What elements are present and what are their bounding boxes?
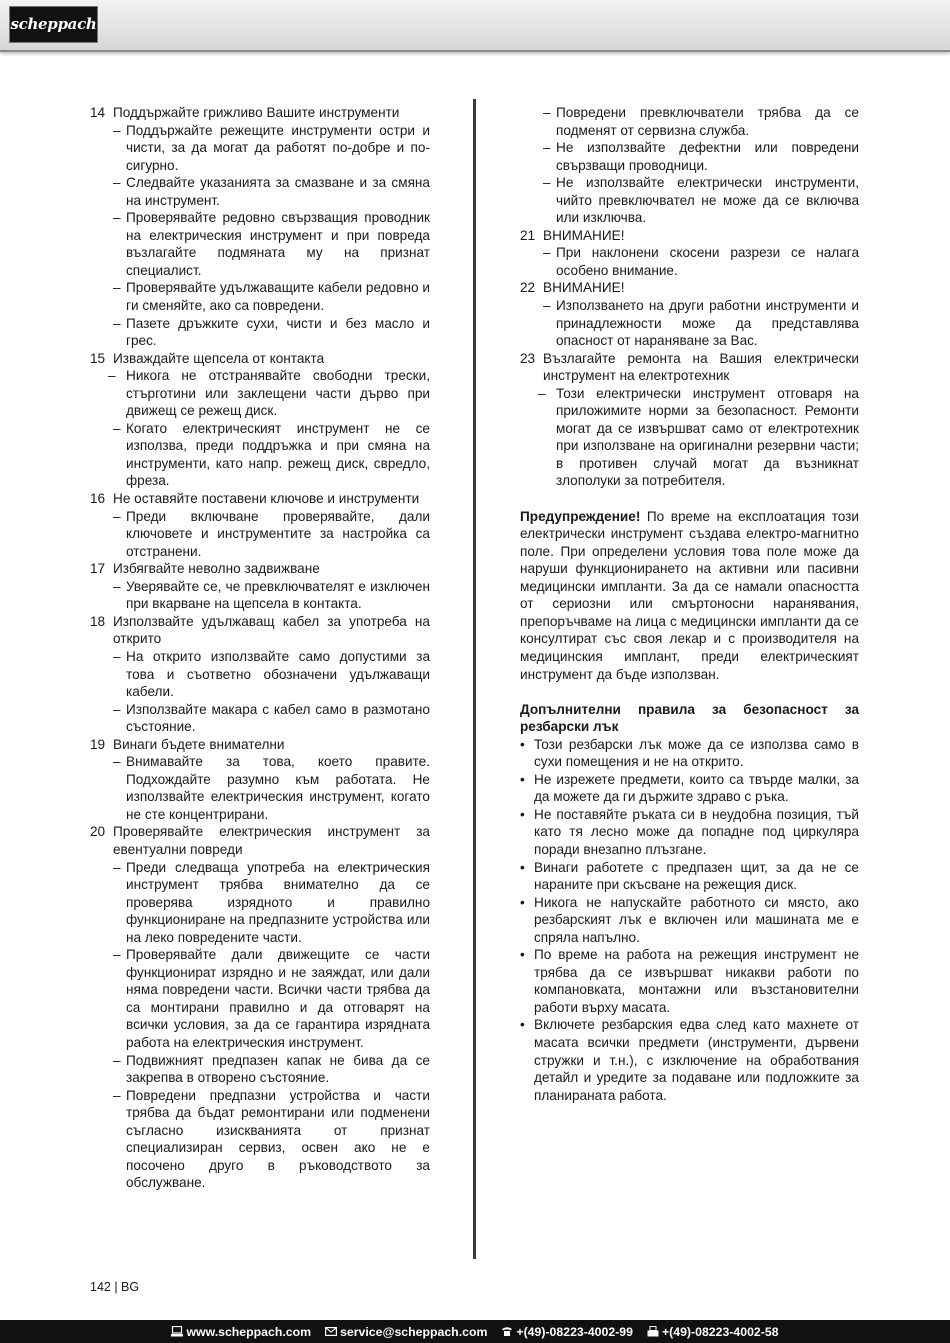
bullet-text: Не поставяйте ръката си в неудобна позиция, тъй като тя лесно може да попадне под циркуляра поради внезапно плъзгане. xyxy=(534,806,859,857)
section-title: Избягвайте неволно задвижване xyxy=(113,561,320,577)
list-item xyxy=(90,859,430,947)
section-heading xyxy=(90,613,430,648)
section-number: 20 xyxy=(90,824,106,840)
section-number: 18 xyxy=(90,613,106,629)
website-text: www.scheppach.com xyxy=(186,1324,312,1339)
footer-website[interactable] xyxy=(171,1325,311,1339)
list-item-text: Този електрически инструмент отговаря на приложимите норми за безопасност. Ремонти могат да се извършват само от електротехник при използване на оригинални резервни части; в противен случай могат да възникнат злополуки за потребителя. xyxy=(556,385,859,489)
section-heading xyxy=(90,490,430,508)
footer-fax[interactable] xyxy=(647,1325,779,1339)
dash-marker: – xyxy=(113,122,121,138)
list-item xyxy=(90,1087,430,1192)
warning-label: Предупреждение! xyxy=(520,508,641,524)
list-item xyxy=(90,701,430,736)
warning-paragraph xyxy=(520,508,859,683)
list-item-text: Подвижният предпазен капак не бива да се закрепва в отворено състояние. xyxy=(126,1052,430,1086)
list-item xyxy=(90,209,430,279)
section-heading xyxy=(90,736,430,754)
section-title: Не оставяйте поставени ключове и инструменти xyxy=(113,491,420,507)
bullet-item xyxy=(520,806,859,859)
section-title: Изваждайте щепсела от контакта xyxy=(113,350,325,366)
dash-marker: – xyxy=(543,140,551,156)
list-item xyxy=(90,279,430,314)
list-item-text: Проверявайте редовно свързващия проводник на електрическия инструмент и при повреда възлагайте подмяната му на признат специалист. xyxy=(126,210,430,278)
section-title: Проверявайте електрическия инструмент за евентуални повреди xyxy=(113,824,430,857)
list-item-text: Използвайте макара с кабел само в размотано състояние. xyxy=(126,701,430,735)
section-title: Използвайте удължаващ кабел за употреба на открито xyxy=(113,613,430,647)
list-item-text: Внимавайте за това, което правите. Подхождайте разумно към работата. Не използвайте електрическия инструмент, когато не сте концентрирани. xyxy=(126,754,430,822)
section-heading xyxy=(90,350,430,368)
section-number: 14 xyxy=(90,105,106,120)
email-text: service@scheppach.com xyxy=(340,1324,488,1339)
bullet-marker: • xyxy=(520,771,525,787)
right-column xyxy=(520,104,859,1104)
footer-bar xyxy=(0,1320,950,1343)
section-title: Възлагайте ремонта на Вашия електрически инструмент на електротехник xyxy=(543,350,859,384)
list-item xyxy=(90,367,430,420)
section-heading xyxy=(90,823,430,858)
dash-marker: – xyxy=(113,280,121,296)
list-item-text: Повредени превключватели трябва да се подменят от сервизна служба. xyxy=(556,105,859,138)
list-item-text: Проверявайте удължаващите кабели редовно и ги сменяйте, ако са повредени. xyxy=(126,280,430,314)
list-item xyxy=(520,174,859,227)
dash-marker: – xyxy=(113,578,121,594)
dash-marker: – xyxy=(113,701,121,717)
dash-marker: – xyxy=(543,175,551,191)
list-item-text: Никога не отстранявайте свободни трески, стърготини или заклещени части дърво при движещ се режещ диск. xyxy=(126,368,430,419)
list-item xyxy=(90,1052,430,1087)
footer-email[interactable] xyxy=(325,1325,487,1339)
list-item-text: Проверявайте дали движещите се части функционират изрядно и не заяждат, или дали няма повредени части. Всички части трябва да са монтирани правилно и да отговарят на всички условия, за да се гарантира изрядната работа на електрическия инструмент. xyxy=(126,947,430,1050)
list-item-text: Не използвайте дефектни или повредени свързващи проводници. xyxy=(556,140,859,173)
bullet-text: Винаги работете с предпазен щит, за да не се нараните при скъсване на режещия диск. xyxy=(534,859,859,893)
warning-text: По време на експлоатация този електрически инструмент създава електро-магнитно поле. При определени условия това поле може да наруши функционирането на активни или пасивни медицински импланти. За да се намали опасността от сериозни или смъртоносни наранявания, препоръчваме на лица с медицински импланти да се консултират със своя лекар и с производителя на медицинския имплант, преди електрическият инструмент да бъде използван. xyxy=(520,508,859,682)
section-number: 17 xyxy=(90,561,106,577)
list-item-text: Когато електрическият инструмент не се използва, преди поддръжка и при смяна на инструменти, като напр. режещ диск, свредло, фреза. xyxy=(126,420,430,489)
section-number: 23 xyxy=(520,350,536,366)
section-number: 16 xyxy=(90,491,106,507)
dash-marker: – xyxy=(113,210,121,226)
dash-marker: – xyxy=(113,420,121,436)
bullet-marker: • xyxy=(520,947,525,963)
list-item-text: Използването на други работни инструменти и принадлежности може да представлява опасност от нараняване за Вас. xyxy=(556,298,859,349)
list-item xyxy=(90,122,430,175)
bullet-item xyxy=(520,736,859,771)
dash-marker: – xyxy=(113,1087,121,1103)
bullet-text: Никога не напускайте работното си място, ако резбарският лък е включен или машината ме е спряла напълно. xyxy=(534,894,859,945)
bullet-marker: • xyxy=(520,806,525,822)
list-item-text: Преди включване проверявайте, дали ключовете и инструментите за настройка са отстранени. xyxy=(126,508,430,559)
dash-marker: – xyxy=(113,1052,121,1068)
section-title: Винаги бъдете внимателни xyxy=(113,736,285,752)
list-item xyxy=(520,104,859,139)
list-item xyxy=(90,946,430,1051)
list-item-text: Преди следваща употреба на електрическия инструмент трябва внимателно да се проверява изрядното и правилно функциониране на предпазните устройства или на леко повредените части. xyxy=(126,859,430,945)
dash-marker: – xyxy=(113,508,121,524)
dash-marker: – xyxy=(543,105,551,120)
footer-phone[interactable] xyxy=(501,1325,633,1339)
section-title: Поддържайте грижливо Вашите инструменти xyxy=(113,105,400,120)
dash-marker: – xyxy=(113,315,121,331)
list-item xyxy=(90,420,430,490)
list-item xyxy=(520,139,859,174)
dash-marker: – xyxy=(113,648,121,664)
bullet-marker: • xyxy=(520,859,525,875)
list-item-text: Уверявайте се, че превключвателят е изключен при вкарване на щепсела в контакта. xyxy=(126,578,430,612)
section-title: ВНИМАНИЕ! xyxy=(543,227,625,243)
list-item xyxy=(90,508,430,561)
logo-text: scheppach xyxy=(10,15,97,33)
header-band xyxy=(0,0,950,52)
list-item-text: Повредени предпазни устройства и части трябва да бъдат ремонтирани или подменени съгласно изискванията от признат специализиран сервиз, освен ако не е посочено друго в ръководството за обслужване. xyxy=(126,1087,430,1191)
dash-marker: – xyxy=(543,245,551,261)
computer-icon xyxy=(171,1326,183,1337)
right-list xyxy=(520,104,859,490)
dash-marker: – xyxy=(108,368,116,384)
bullet-text: По време на работа на режещия инструмент не трябва да се извършват никакви работи по компановката, монтажни или възстановителни работи върху масата. xyxy=(534,947,859,1015)
section-heading xyxy=(520,279,859,297)
bullet-item xyxy=(520,1016,859,1104)
left-column xyxy=(90,104,430,1192)
bullet-marker: • xyxy=(520,894,525,910)
envelope-icon xyxy=(325,1326,337,1337)
list-item-text: Не използвайте електрически инструменти, чийто превключвател не може да се включва или изключва. xyxy=(556,175,859,226)
list-item xyxy=(90,753,430,823)
phone-text: +(49)-08223-4002-99 xyxy=(516,1324,633,1339)
section-heading xyxy=(90,104,430,122)
dash-marker: – xyxy=(113,947,121,963)
list-item xyxy=(520,385,859,490)
list-item-text: Следвайте указанията за смазване и за смяна на инструмент. xyxy=(126,175,430,208)
additional-rules-list xyxy=(520,736,859,1104)
list-item xyxy=(520,244,859,279)
list-item xyxy=(90,578,430,613)
section-number: 19 xyxy=(90,736,106,752)
bullet-text: Включете резбарския едва след като махнете от масата всички предмети (инструменти, дървени стружки и т.н.), с изключение на обработвания детайл и уредите за подаване или подложките за планираната работа. xyxy=(534,1017,859,1103)
dash-marker: – xyxy=(113,859,121,875)
section-title: ВНИМАНИЕ! xyxy=(543,280,625,296)
scheppach-logo[interactable] xyxy=(9,6,98,43)
bullet-text: Не изрежете предмети, които са твърде малки, за да можете да ги държите здраво с ръка. xyxy=(534,771,859,805)
list-item xyxy=(90,648,430,701)
list-item-text: На открито използвайте само допустими за това и съответно обозначени удължаващи кабели. xyxy=(126,648,430,700)
bullet-marker: • xyxy=(520,736,525,752)
bullet-item xyxy=(520,771,859,806)
bullet-item xyxy=(520,859,859,894)
section-number: 15 xyxy=(90,350,106,366)
section-heading xyxy=(520,350,859,385)
page-number: 142 | BG xyxy=(90,1280,140,1294)
list-item xyxy=(520,297,859,350)
list-item-text: Поддържайте режещите инструменти остри и чисти, за да могат да работят по-добре и по-сигурно. xyxy=(126,122,430,173)
dash-marker: – xyxy=(538,385,546,401)
list-item-text: При наклонени скосени разрези се налага особено внимание. xyxy=(556,245,859,278)
phone-icon xyxy=(501,1326,513,1337)
dash-marker: – xyxy=(113,175,121,191)
section-heading xyxy=(90,560,430,578)
bullet-marker: • xyxy=(520,1017,525,1033)
list-item xyxy=(90,174,430,209)
fax-icon xyxy=(647,1326,659,1337)
dash-marker: – xyxy=(113,754,121,770)
list-item xyxy=(90,315,430,350)
fax-text: +(49)-08223-4002-58 xyxy=(661,1324,779,1339)
additional-rules-title: Допълнителни правила за безопасност за резбарски лък xyxy=(520,701,859,735)
section-number: 21 xyxy=(520,227,536,243)
column-divider xyxy=(473,99,476,1259)
bullet-text: Този резбарски лък може да се използва само в сухи помещения и не на открито. xyxy=(534,736,859,770)
list-item-text: Пазете дръжките сухи, чисти и без масло и грес. xyxy=(126,315,430,349)
dash-marker: – xyxy=(543,298,551,314)
bullet-item xyxy=(520,946,859,1016)
bullet-item xyxy=(520,894,859,947)
section-number: 22 xyxy=(520,280,536,296)
section-heading xyxy=(520,227,859,245)
